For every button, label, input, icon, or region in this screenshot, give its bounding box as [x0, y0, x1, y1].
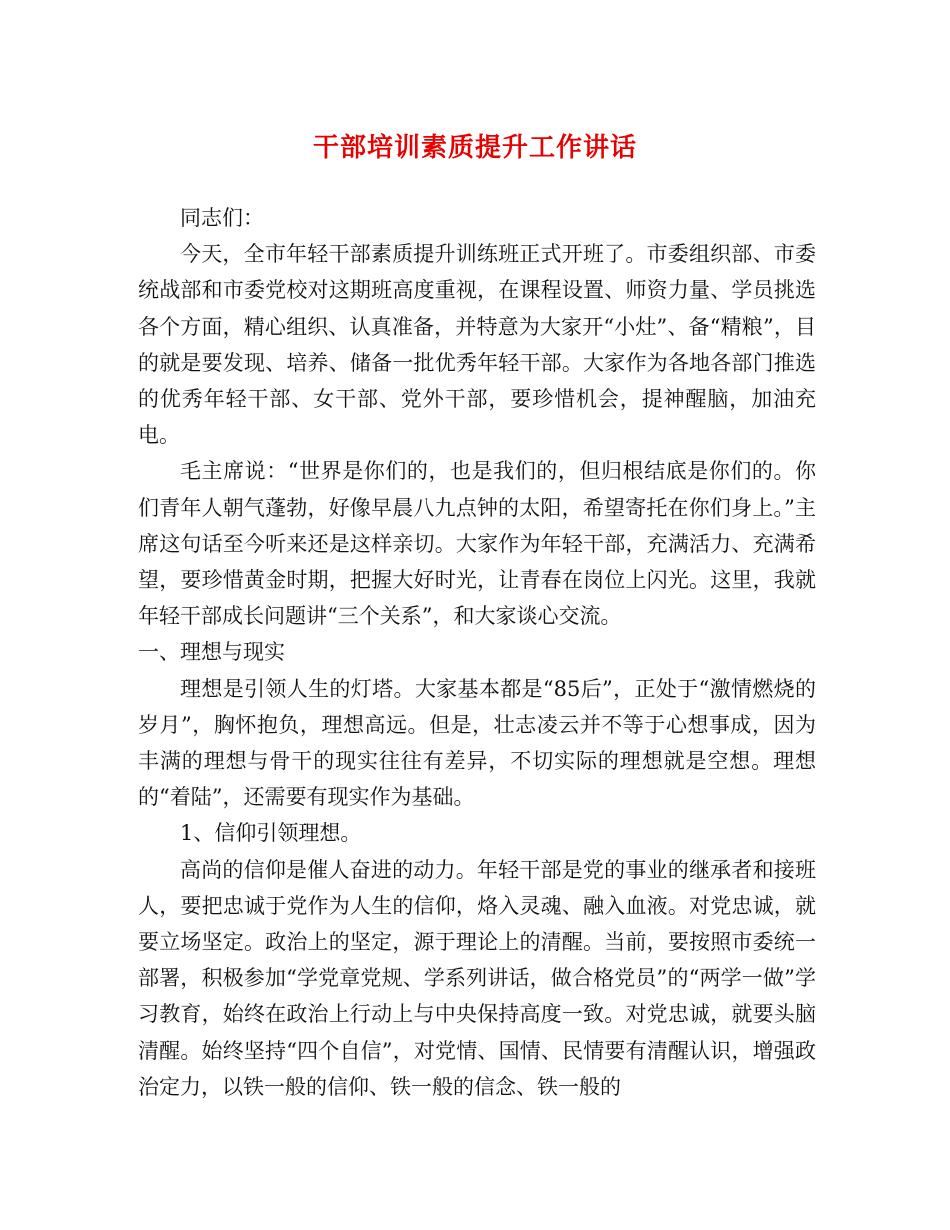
paragraph-faith: 高尚的信仰是催人奋进的动力。年轻干部是党的事业的继承者和接班人，要把忠诚于党作为人生的信仰，烙入灵魂、融入血液。对党忠诚，就要立场坚定。政治上的坚定，源于理论上的清醒。当前，要按照市委统一部署，积极参加“学党章党规、学系列讲话，做合格党员”的“两学一做”学习教育，始终在政治上行动上与中央保持高度一致。对党忠诚，就要头脑清醒。始终坚持“四个自信”，对党情、国情、民情要有清醒认识，增强政治定力，以铁一般的信仰、铁一般的信念、铁一般的 [138, 857, 816, 1099]
paragraph-salutation: 同志们： [180, 206, 264, 230]
section-heading: 一、理想与现实 [138, 640, 285, 665]
subsection-heading: 1、信仰引领理想。 [180, 821, 362, 846]
document-body [138, 200, 816, 1105]
document-title: 干部培训素质提升工作讲话 [312, 133, 637, 163]
paragraph-ideals: 理想是引领人生的灯塔。大家基本都是“85后”，正处于“激情燃烧的岁月”，胸怀抱负，理想高远。但是，壮志凌云并不等于心想事成，因为丰满的理想与骨干的现实往往有差异，不切实际的理想就是空想。理想的“着陆”，还需要有现实作为基础。 [138, 676, 816, 810]
paragraph-quote: 毛主席说：“世界是你们的，也是我们的，但归根结底是你们的。你们青年人朝气蓬勃，好像早晨八九点钟的太阳，希望寄托在你们身上。”主席这句话至今听来还是这样亲切。大家作为年轻干部，充满活力、充满希望，要珍惜黄金时期，把握大好时光，让青春在岗位上闪光。这里，我就年轻干部成长问题讲“三个关系”，和大家谈心交流。 [138, 459, 816, 629]
paragraph-opening: 今天，全市年轻干部素质提升训练班正式开班了。市委组织部、市委统战部和市委党校对这期班高度重视，在课程设置、师资力量、学员挑选各个方面，精心组织、认真准备，并特意为大家开“小灶”、备“精粮”，目的就是要发现、培养、储备一批优秀年轻干部。大家作为各地各部门推选的优秀年轻干部、女干部、党外干部，要珍惜机会，提神醒脑，加油充电。 [138, 242, 816, 448]
